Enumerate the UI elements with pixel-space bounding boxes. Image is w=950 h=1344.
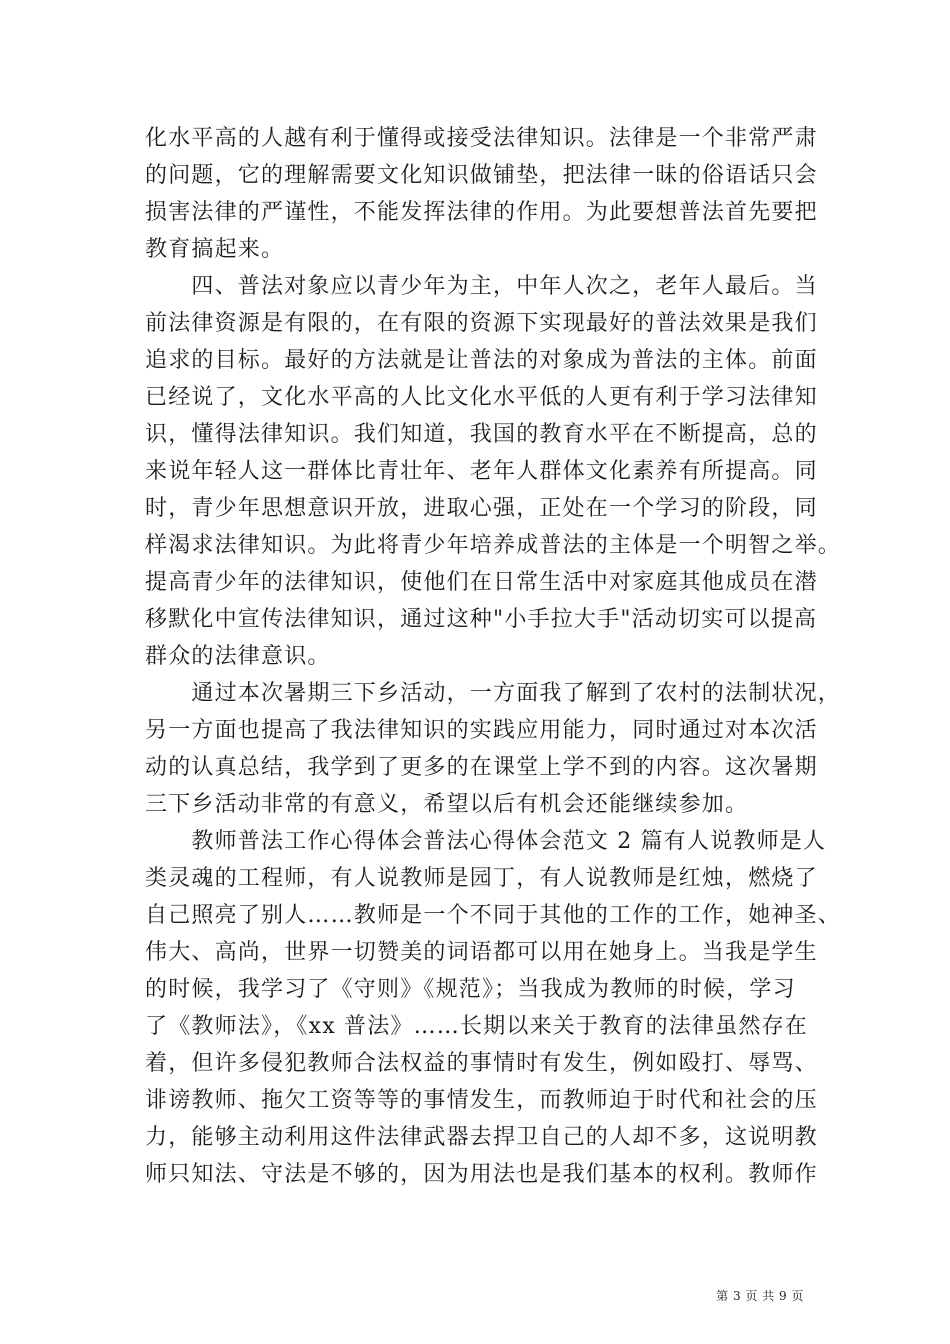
text-line: 移默化中宣传法律知识，通过这种"小手拉大手"活动切实可以提高: [145, 607, 818, 632]
text-line: 追求的目标。最好的方法就是让普法的对象成为普法的主体。前面: [145, 348, 818, 373]
text-line: 力，能够主动利用这件法律武器去捍卫自己的人却不多，这说明教: [145, 1125, 818, 1150]
text-line: 四、普法对象应以青少年为主，中年人次之，老年人最后。当: [145, 274, 818, 299]
text-line: 通过本次暑期三下乡活动，一方面我了解到了农村的法制状况，: [145, 681, 842, 706]
text-line: 损害法律的严谨性，不能发挥法律的作用。为此要想普法首先要把: [145, 200, 818, 225]
text-line: 师只知法、守法是不够的，因为用法也是我们基本的权利。教师作: [145, 1162, 818, 1187]
text-line: 已经说了，文化水平高的人比文化水平低的人更有利于学习法律知: [145, 385, 818, 410]
text-line: 三下乡活动非常的有意义，希望以后有机会还能继续参加。: [145, 792, 749, 817]
text-line: 样渴求法律知识。为此将青少年培养成普法的主体是一个明智之举。: [145, 533, 842, 558]
text-line: 提高青少年的法律知识，使他们在日常生活中对家庭其他成员在潜: [145, 570, 818, 595]
text-line: 的时候，我学习了《守则》《规范》；当我成为教师的时候，学习: [145, 977, 796, 1002]
page-number: 第 3 页 共 9 页: [716, 1289, 804, 1303]
text-line: 来说年轻人这一群体比青壮年、老年人群体文化素养有所提高。同: [145, 459, 818, 484]
text-line: 类灵魂的工程师，有人说教师是园丁，有人说教师是红烛，燃烧了: [145, 866, 818, 891]
text-line: 群众的法律意识。: [145, 644, 331, 669]
text-line: 自己照亮了别人……教师是一个不同于其他的工作的工作，她神圣、: [145, 903, 842, 928]
text-line: 教师普法工作心得体会普法心得体会范文 2 篇有人说教师是人: [145, 829, 827, 854]
text-line: 化水平高的人越有利于懂得或接受法律知识。法律是一个非常严肃: [145, 126, 818, 151]
text-line: 识，懂得法律知识。我们知道，我国的教育水平在不断提高，总的: [145, 422, 818, 447]
text-line: 另一方面也提高了我法律知识的实践应用能力，同时通过对本次活: [145, 718, 818, 743]
text-line: 时，青少年思想意识开放，进取心强，正处在一个学习的阶段，同: [145, 496, 818, 521]
text-line: 的问题，它的理解需要文化知识做铺垫，把法律一昧的俗语话只会: [145, 163, 818, 188]
text-line: 伟大、高尚，世界一切赞美的词语都可以用在她身上。当我是学生: [145, 940, 818, 965]
text-line: 前法律资源是有限的，在有限的资源下实现最好的普法效果是我们: [145, 311, 818, 336]
document-body: [145, 120, 842, 1193]
text-line: 了《教师法》，《xx 普法》……长期以来关于教育的法律虽然存在: [145, 1014, 809, 1039]
text-line: 教育搞起来。: [145, 237, 285, 262]
text-line: 动的认真总结，我学到了更多的在课堂上学不到的内容。这次暑期: [145, 755, 818, 780]
text-line: 着，但许多侵犯教师合法权益的事情时有发生，例如殴打、辱骂、: [145, 1051, 818, 1076]
text-line: 诽谤教师、拖欠工资等等的事情发生，而教师迫于时代和社会的压: [145, 1088, 818, 1113]
